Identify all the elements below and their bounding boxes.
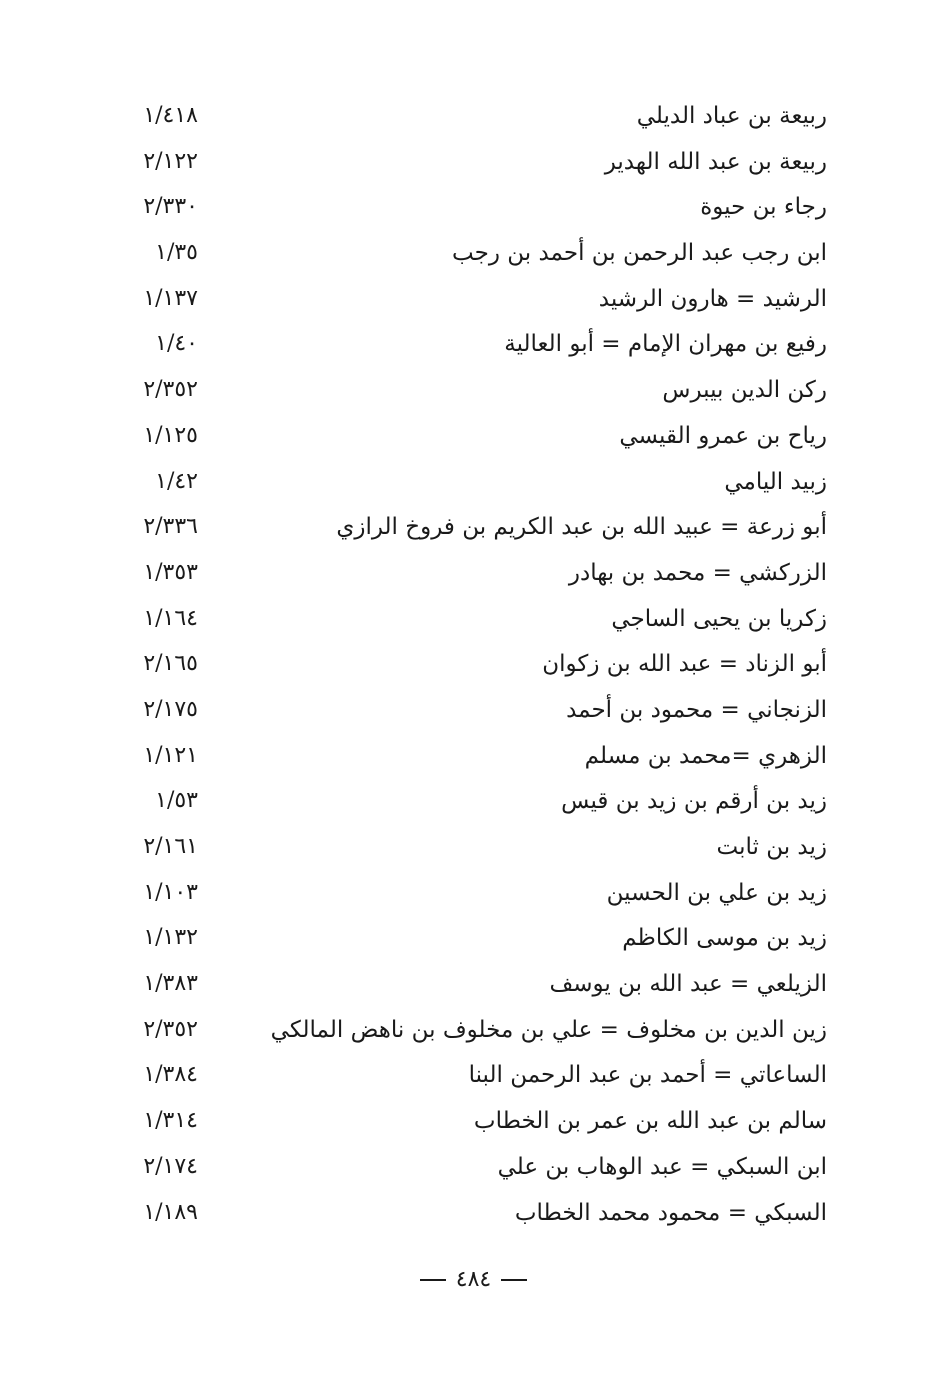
page-footer xyxy=(0,1262,947,1298)
entry-page-reference: ١/٣٨٤ xyxy=(143,1062,198,1088)
entry-name: رجاء بن حيوة xyxy=(700,194,827,221)
index-entry xyxy=(100,688,835,734)
index-entry xyxy=(100,460,835,506)
entry-page-reference: ٢/١٦٥ xyxy=(143,651,198,677)
entry-page-reference: ٢/٣٣٠ xyxy=(143,194,198,220)
index-entry xyxy=(100,1191,835,1237)
entry-name: زيد بن موسى الكاظم xyxy=(622,925,827,952)
index-entry xyxy=(100,1053,835,1099)
entry-page-reference: ٢/١٢٢ xyxy=(143,148,198,174)
entry-name: ابن السبكي = عبد الوهاب بن علي xyxy=(497,1153,827,1180)
index-entry xyxy=(100,94,835,140)
entry-name: أبو الزناد = عبد الله بن زكوان xyxy=(542,651,827,678)
entry-name: زبيد اليامي xyxy=(724,468,827,495)
entry-name: أبو زرعة = عبيد الله بن عبد الكريم بن فروخ الرازي xyxy=(336,514,827,541)
index-entry xyxy=(100,779,835,825)
entry-name: زيد بن أرقم بن زيد بن قيس xyxy=(561,788,827,815)
entry-name: زين الدين بن مخلوف = علي بن مخلوف بن ناهض المالكي xyxy=(270,1016,827,1043)
index-entry xyxy=(100,871,835,917)
entry-page-reference: ١/١٦٤ xyxy=(143,605,198,631)
index-entry xyxy=(100,1008,835,1054)
index-entry xyxy=(100,322,835,368)
entry-page-reference: ١/٣١٤ xyxy=(143,1108,198,1134)
names-index-list xyxy=(100,94,835,1236)
index-entry xyxy=(100,642,835,688)
entry-name: الزركشي = محمد بن بهادر xyxy=(568,559,827,586)
index-entry xyxy=(100,414,835,460)
entry-page-reference: ٢/١٧٤ xyxy=(143,1153,198,1179)
entry-page-reference: ١/٤٢ xyxy=(155,468,198,494)
index-entry xyxy=(100,277,835,323)
footer-dash-left xyxy=(420,1279,446,1281)
entry-page-reference: ١/٤٠ xyxy=(155,331,198,357)
index-entry xyxy=(100,597,835,643)
entry-page-reference: ١/١٨٩ xyxy=(143,1199,198,1225)
entry-name: ابن رجب عبد الرحمن بن أحمد بن رجب xyxy=(452,240,827,267)
entry-page-reference: ١/٥٣ xyxy=(155,788,198,814)
index-entry xyxy=(100,1099,835,1145)
index-entry xyxy=(100,825,835,871)
page-number: ٤٨٤ xyxy=(455,1267,492,1292)
entry-name: زيد بن علي بن الحسين xyxy=(606,879,827,906)
entry-name: رياح بن عمرو القيسي xyxy=(619,422,827,449)
entry-name: زيد بن ثابت xyxy=(716,834,827,860)
entry-name: سالم بن عبد الله بن عمر بن الخطاب xyxy=(473,1108,827,1135)
entry-page-reference: ١/٤١٨ xyxy=(143,103,198,128)
index-entry xyxy=(100,185,835,231)
index-entry xyxy=(100,916,835,962)
index-entry xyxy=(100,368,835,414)
entry-name: الرشيد = هارون الرشيد xyxy=(598,285,827,312)
entry-page-reference: ١/٣٥ xyxy=(155,240,198,266)
index-entry xyxy=(100,505,835,551)
entry-name: زكريا بن يحيى الساجي xyxy=(611,605,827,632)
entry-name: رفيع بن مهران الإمام = أبو العالية xyxy=(504,331,827,358)
entry-page-reference: ١/١٢١ xyxy=(143,742,198,768)
entry-name: السبكي = محمود محمد الخطاب xyxy=(514,1199,827,1226)
index-entry xyxy=(100,734,835,780)
entry-page-reference: ١/١٣٧ xyxy=(143,285,198,311)
entry-name: ركن الدين بيبرس xyxy=(662,377,827,404)
entry-page-reference: ١/١٠٣ xyxy=(143,879,198,905)
entry-page-reference: ٢/١٦١ xyxy=(143,834,198,859)
index-entry xyxy=(100,551,835,597)
entry-page-reference: ٢/٣٥٢ xyxy=(143,377,198,403)
index-entry xyxy=(100,140,835,186)
entry-page-reference: ١/١٢٥ xyxy=(143,422,198,448)
entry-page-reference: ٢/٣٣٦ xyxy=(143,514,198,540)
entry-page-reference: ١/٣٨٣ xyxy=(143,971,198,997)
index-entry xyxy=(100,231,835,277)
entry-name: ربيعة بن عباد الديلي xyxy=(636,103,827,129)
index-entry xyxy=(100,1145,835,1191)
entry-name: الساعاتي = أحمد بن عبد الرحمن البنا xyxy=(468,1062,827,1089)
entry-page-reference: ١/٣٥٣ xyxy=(143,559,198,585)
entry-page-reference: ١/١٣٢ xyxy=(143,925,198,951)
entry-page-reference: ٢/٣٥٢ xyxy=(143,1016,198,1042)
footer-dash-right xyxy=(501,1279,527,1281)
entry-name: ربيعة بن عبد الله الهدير xyxy=(604,148,827,175)
entry-name: الزهري =محمد بن مسلم xyxy=(584,742,827,769)
entry-page-reference: ٢/١٧٥ xyxy=(143,696,198,722)
index-entry xyxy=(100,962,835,1008)
entry-name: الزنجاني = محمود بن أحمد xyxy=(566,696,827,723)
entry-name: الزيلعي = عبد الله بن يوسف xyxy=(549,971,827,998)
